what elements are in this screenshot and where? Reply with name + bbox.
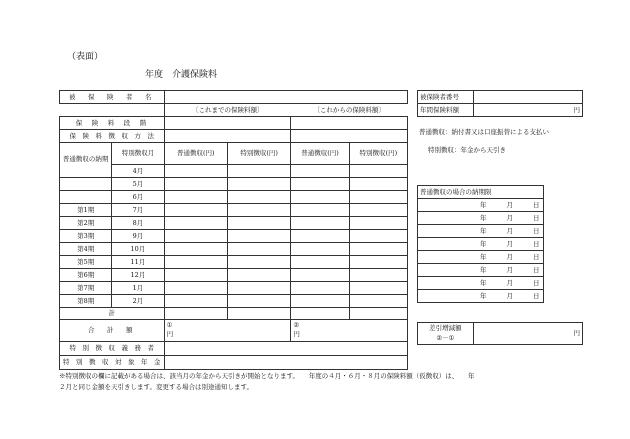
next-ordinary-header: 普通徴収(円): [291, 143, 349, 165]
prev-fee-header: 〔これまでの保険料額〕: [191, 105, 264, 114]
prev-method-cell[interactable]: [164, 130, 291, 143]
deadline-table: [417, 185, 544, 303]
special-obligor-field[interactable]: [164, 342, 407, 356]
term-cell: 第4期: [60, 243, 112, 256]
difference-table: [417, 322, 583, 345]
deadline-row[interactable]: 年 月 日: [418, 277, 544, 290]
next-fee-header: 〔これからの保険料額〕: [313, 105, 385, 114]
month-cell: 6月: [112, 191, 164, 204]
next-total-cell[interactable]: [291, 320, 408, 342]
next-method-cell[interactable]: [291, 130, 408, 143]
term-cell: 第5期: [60, 256, 112, 269]
prev-special-header: 特別徴収(円): [227, 143, 290, 165]
deadline-row[interactable]: 年 月 日: [418, 264, 544, 277]
next-stage-cell[interactable]: [291, 117, 408, 130]
next-special-header: 特別徴収(円): [349, 143, 407, 165]
month-cell: 11月: [112, 256, 164, 269]
prev-ordinary-header: 普通徴収(円): [164, 143, 227, 165]
deadline-row[interactable]: 年 月 日: [418, 238, 544, 251]
special-pension-field[interactable]: [164, 356, 407, 370]
page-title: 年度 介護保険料: [145, 70, 218, 80]
insured-name-field[interactable]: [164, 91, 407, 104]
difference-field[interactable]: [473, 323, 582, 345]
special-month-header: 特別徴収月: [112, 143, 164, 165]
term-cell: 第3期: [60, 230, 112, 243]
insured-number-label: 被保険者番号: [418, 91, 474, 104]
month-cell: 8月: [112, 217, 164, 230]
subtotal-label: 計: [60, 308, 165, 320]
deadline-row[interactable]: 年 月 日: [418, 290, 544, 303]
term-cell: [60, 178, 112, 191]
yen-unit: 円: [166, 330, 174, 339]
prev-total-cell[interactable]: [164, 320, 291, 342]
total-label: 合 計 額: [60, 320, 165, 342]
footer-note-line2: ２月と同じ金額を天引きします。変更する場合は別途通知します。: [59, 383, 253, 391]
insured-name-label: 被 保 険 者 名: [60, 91, 165, 104]
month-cell: 2月: [112, 295, 164, 308]
term-cell: 第1期: [60, 204, 112, 217]
deadline-row[interactable]: 年 月 日: [418, 225, 544, 238]
deadline-row[interactable]: 年 月 日: [418, 212, 544, 225]
yen-unit: 円: [293, 330, 300, 339]
yen-unit: 円: [573, 329, 580, 338]
footer-note-line1: ※特別徴収の欄に記載がある場合は、該当月の年金から天引きが開始となります。 年度の４月・６月・８月の保険料額（仮徴収）は、 年: [59, 372, 475, 380]
month-cell: 7月: [112, 204, 164, 217]
prev-stage-cell[interactable]: [164, 117, 291, 130]
term-cell: 第7期: [60, 282, 112, 295]
month-cell: 5月: [112, 178, 164, 191]
difference-formula: ②－①: [436, 333, 455, 342]
month-cell: 10月: [112, 243, 164, 256]
note-special: 特別徴収：年金から天引き: [428, 146, 506, 154]
month-cell: 1月: [112, 282, 164, 295]
month-cell: 12月: [112, 269, 164, 282]
annual-fee-label: 年間保険料額: [418, 104, 474, 117]
term-cell: 第8期: [60, 295, 112, 308]
special-pension-label: 特 別 徴 収 対 象 年 金: [60, 356, 165, 370]
difference-label: 差引増減額 ②－①: [418, 323, 474, 345]
term-cell: 第6期: [60, 269, 112, 282]
term-cell: [60, 191, 112, 204]
note-ordinary: 普通徴収：納付書又は口座振替による支払い: [419, 128, 549, 136]
yen-unit: 円: [573, 105, 580, 114]
premium-table: [59, 90, 408, 370]
deadline-row[interactable]: 年 月 日: [418, 251, 544, 264]
annual-fee-field[interactable]: [473, 104, 582, 117]
premium-method-label: 保 険 料 徴 収 方 法: [60, 130, 165, 143]
ordinary-term-header: 普通徴収の納期: [60, 143, 112, 178]
insured-number-field[interactable]: [473, 91, 582, 104]
month-cell: 9月: [112, 230, 164, 243]
term-cell: 第2期: [60, 217, 112, 230]
circle-two-label: ②: [293, 321, 300, 329]
side-label: （表面）: [67, 52, 104, 62]
insured-info-table: [417, 90, 583, 117]
deadline-header: 普通徴収の場合の納期限: [418, 186, 544, 199]
circle-one-label: ①: [166, 321, 173, 329]
month-cell: 4月: [112, 165, 164, 178]
deadline-row[interactable]: 年 月 日: [418, 199, 544, 212]
special-obligor-label: 特 別 徴 収 義 務 者: [60, 342, 165, 356]
premium-stage-label: 保 険 料 段 階: [60, 117, 165, 130]
